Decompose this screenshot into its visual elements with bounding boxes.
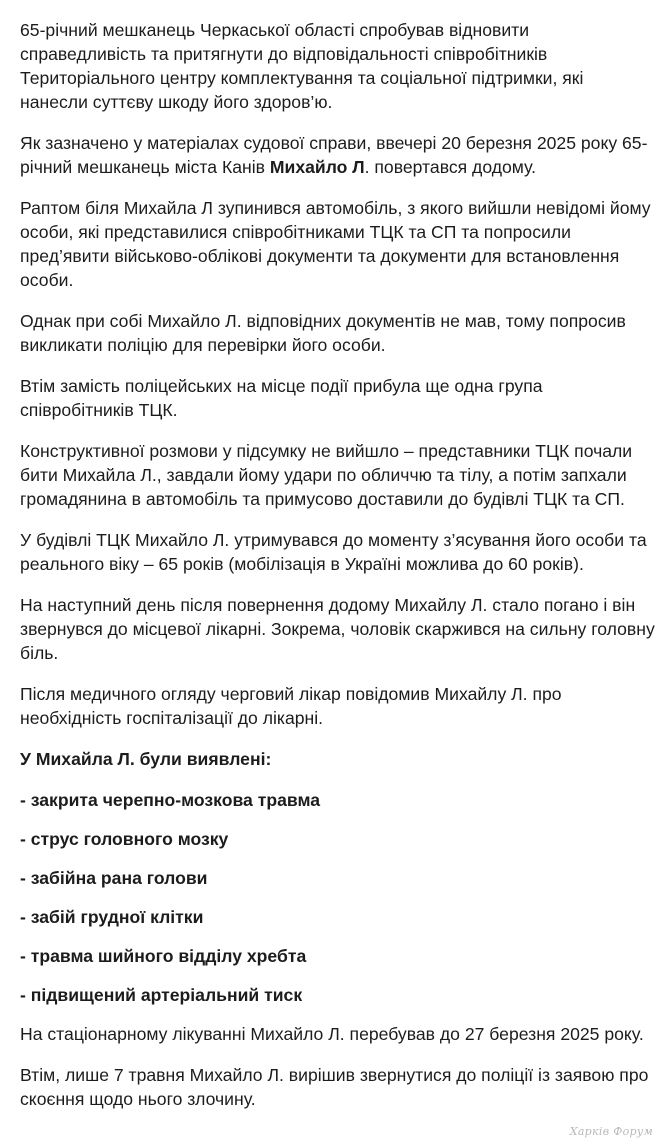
- injury-item: - забійна рана голови: [20, 868, 208, 888]
- paragraph-case-details: [20, 131, 656, 179]
- injury-item: - підвищений артеріальний тиск: [20, 985, 303, 1005]
- person-name: Михайло Л: [269, 157, 365, 177]
- paragraph-treatment: На стаціонарному лікуванні Михайло Л. перебував до 27 березня 2025 року.: [20, 1024, 644, 1044]
- paragraph-beating: Конструктивної розмови у підсумку не вийшло – представники ТЦК почали бити Михайла Л., завдали йому удари по обличчю та тілу, а потім запхали громадянина в автомобіль та примусово доставили до будівлі ТЦК та СП.: [20, 441, 633, 509]
- article-body: [20, 18, 656, 1128]
- paragraph-second-group: Втім замість поліцейських на місце події прибула ще одна група співробітників ТЦК.: [20, 376, 543, 420]
- injuries-heading: У Михайла Л. були виявлені:: [20, 749, 272, 769]
- paragraph-hospitalization: Після медичного огляду черговий лікар повідомив Михайлу Л. про необхідність госпіталізації до лікарні.: [20, 684, 562, 728]
- paragraph-detention: У будівлі ТЦК Михайло Л. утримувався до моменту з’ясування його особи та реального віку – 65 років (мобілізація в Україні можлива до 60 років).: [20, 530, 647, 574]
- paragraph-no-documents: Однак при собі Михайло Л. відповідних документів не мав, тому попросив викликати поліцію для перевірки його особи.: [20, 311, 626, 355]
- injuries-list: [20, 788, 656, 1007]
- watermark: Харків Форум: [569, 1125, 653, 1138]
- paragraph-hospital-visit: На наступний день після повернення додому Михайлу Л. стало погано і він звернувся до місцевої лікарні. Зокрема, чоловік скаржився на сильну головну біль.: [20, 595, 655, 663]
- paragraph-case-text-end: . повертався додому.: [364, 157, 536, 177]
- injury-item: - закрита черепно-мозкова травма: [20, 790, 321, 810]
- injury-item: - струс головного мозку: [20, 829, 229, 849]
- paragraph-car-stop: Раптом біля Михайла Л зупинився автомобіль, з якого вийшли невідомі йому особи, які представилися співробітниками ТЦК та СП та попросили пред’явити військово-облікові документи та документи для встановлення особи.: [20, 198, 651, 290]
- paragraph-case-text-start: Як зазначено у матеріалах судової справи, ввечері 20 березня 2025 року 65-річний мешканець міста Канів: [20, 133, 648, 177]
- paragraph-intro: 65-річний мешканець Черкаської області спробував відновити справедливість та притягнути до відповідальності співробітників Територіального центру комплектування та соціальної підтримки, які нанесли суттєву шкоду його здоров’ю.: [20, 20, 584, 112]
- paragraph-police-report: Втім, лише 7 травня Михайло Л. вирішив звернутися до поліції із заявою про скоєння щодо нього злочину.: [20, 1065, 649, 1109]
- injury-item: - травма шийного відділу хребта: [20, 946, 307, 966]
- injury-item: - забій грудної клітки: [20, 907, 204, 927]
